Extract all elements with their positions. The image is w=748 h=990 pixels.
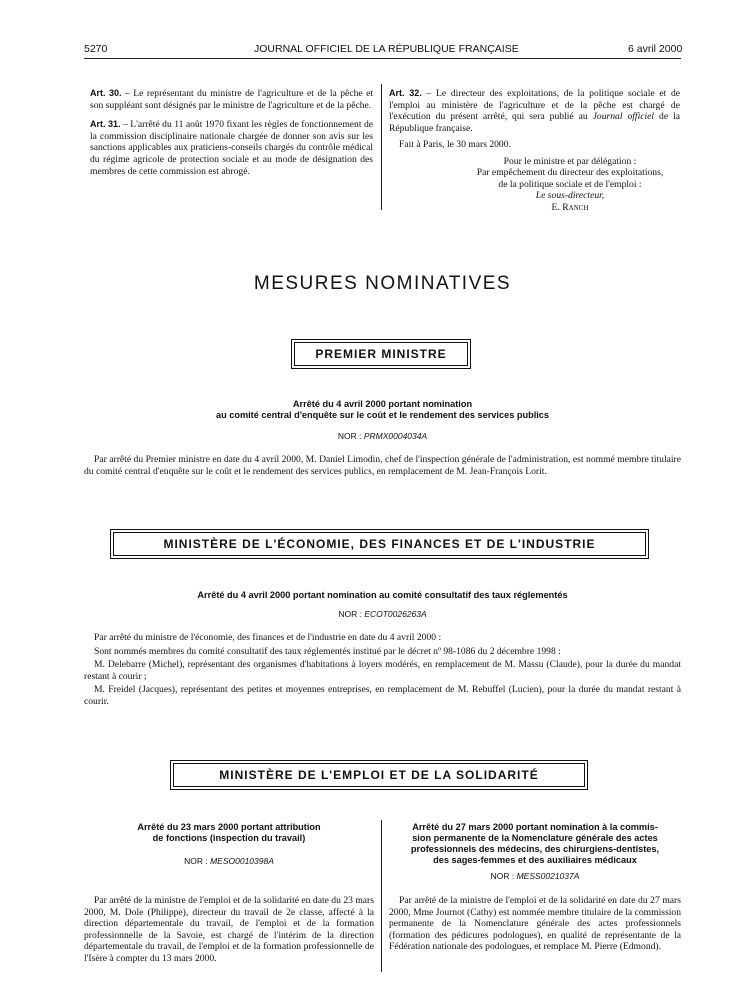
emploi-column-divider [381, 820, 382, 972]
eco-paragraphs [84, 632, 681, 710]
art31-label: Art. 31. [90, 119, 121, 130]
art31-text: – L'arrêté du 11 août 1970 fixant les règles de fonctionnement de la commission disciplinaire nationale chargée de donner son avis sur les sanctions applicables aux praticiens-conseils chargés du contrôle médical du régime agricole de protection sociale et au mode de désignation des membres de cette commission est abrogé. [90, 119, 374, 177]
eco-nor [84, 609, 681, 619]
eco-paragraph-1: Par arrêté du ministre de l'économie, des finances et de l'industrie en date du 4 avril 2000 : [94, 632, 442, 643]
emploi-left-paragraph [84, 895, 374, 967]
premier-ministre-box: PREMIER MINISTRE [294, 342, 468, 366]
pm-nor [84, 431, 681, 441]
signature-line-4: Le sous-directeur, [535, 190, 605, 202]
emploi-left-title-line-2: de fonctions (inspection du travail) [152, 833, 306, 843]
emploi-right-title-line-1: Arrêté du 27 mars 2000 portant nomination à la commis- [412, 822, 658, 832]
art30-text: – Le représentant du ministre de l'agriculture et de la pêche et son suppléant sont désignés par le ministre de l'agriculture et de la pêche. [90, 88, 374, 111]
page-number: 5270 [84, 43, 108, 55]
art30-label: Art. 30. [90, 88, 122, 98]
pm-nor-code: PRMX0004034A [363, 431, 428, 441]
eco-paragraph-3: M. Delebarre (Michel), représentant des organismes d'habitations à loyers modérés, en remplacement de M. Massu (Claude), pour la durée du mandat restant à courir ; [84, 659, 681, 682]
pm-text: Par arrêté du Premier ministre en date du 4 avril 2000, M. Daniel Limodin, chef de l'inspection générale de l'administration, est nommé membre titulaire du comité central d'enquête sur le coût et le rendement des services publics, en remplacement de M. Jean-François Lorit. [84, 454, 681, 477]
right-column-articles [389, 88, 680, 156]
journal-title: JOURNAL OFFICIEL DE LA RÉPUBLIQUE FRANÇAISE [254, 43, 519, 55]
column-divider [381, 84, 382, 210]
signature-block [460, 156, 680, 213]
emploi-left-title [84, 822, 374, 844]
emploi-right-paragraph [389, 895, 681, 955]
eco-paragraph-4: M. Freidel (Jacques), représentant des petites et moyennes entreprises, en remplacement de M. Rebuffel (Lucien), pour la durée du mandat restant à courir. [84, 684, 681, 707]
section-title: MESURES NOMINATIVES [253, 273, 512, 294]
emploi-right-title-line-2: sion permanente de la Nomenclature générale des actes [412, 833, 658, 843]
signature-name: E. Ranch [551, 201, 589, 213]
pm-title-line-1: Arrêté du 4 avril 2000 portant nomination [292, 399, 473, 409]
issue-date: 6 avril 2000 [628, 43, 683, 55]
emploi-left-nor-label: NOR : [184, 856, 211, 866]
emploi-right-text: Par arrêté de la ministre de l'emploi et de la solidarité en date du 27 mars 2000, Mme Journot (Cathy) est nommée membre titulaire de la commission permanente de la Nomenclature générale des actes professionnels (formation des pédicures podologues), en qualité de représentante de la Fédération nationale des podologues, et remplace M. Pierre (Edmond). [389, 895, 681, 953]
art32-journal-officiel: Journal officiel [592, 111, 655, 123]
signature-line-2: Par empêchement du directeur des exploitations, [476, 167, 664, 179]
signature-line-3: de la politique sociale et de l'emploi : [498, 178, 642, 190]
header-rule [84, 58, 681, 59]
emploi-right-nor-code: MESS0021037A [516, 871, 580, 881]
emploi-right-title-line-3: professionnels des médecins, des chirurgiens-dentistes, [410, 844, 660, 854]
emploi-right-title-line-4: des sages-femmes et des auxiliaires médicaux [433, 855, 637, 865]
economie-ministry-box: MINISTÈRE DE L'ÉCONOMIE, DES FINANCES ET DE L'INDUSTRIE [113, 532, 646, 556]
art32-text: – Le directeur des exploitations, de la politique sociale et de l'emploi au ministère de l'agriculture et de la pêche est chargé de l'exécution du présent arrêté, qui sera publié au [389, 88, 681, 123]
fait-a-paris: Fait à Paris, le 30 mars 2000. [399, 139, 511, 151]
emploi-left-title-line-1: Arrêté du 23 mars 2000 portant attribution [137, 822, 321, 832]
eco-arrete-title: Arrêté du 4 avril 2000 portant nomination au comité consultatif des taux réglementés [197, 590, 568, 600]
emploi-right-title [389, 822, 681, 866]
art32-text-end: de la République française. [389, 111, 680, 134]
pm-paragraph [84, 454, 681, 479]
pm-arrete-title [84, 399, 681, 421]
pm-nor-label: NOR : [337, 431, 364, 441]
emploi-left-text: Par arrêté de la ministre de l'emploi et de la solidarité en date du 23 mars 2000, M. Dole (Philippe), directeur du travail de 2e classe, affecté à la direction départementale du travail, de l'emploi et de la formation professionnelle de la Savoie, est chargé de l'intérim de la direction départementale du travail, de l'emploi et de la formation professionnelle de l'Isère à compter du 13 mars 2000. [84, 895, 374, 964]
eco-nor-label: NOR : [338, 609, 365, 619]
left-column-articles [90, 88, 373, 182]
eco-paragraph-2: Sont nommés membres du comité consultatif des taux réglementés institué par le décret nº 98-1086 du 2 décembre 1998 : [94, 645, 561, 657]
signature-line-1: Pour le ministre et par délégation : [503, 156, 637, 167]
pm-title-line-2: au comité central d'enquête sur le coût et le rendement des services publics [215, 410, 550, 420]
emploi-right-nor [389, 871, 681, 881]
emploi-left-nor [84, 856, 374, 866]
eco-nor-code: ECOT0026263A [364, 609, 427, 619]
art32-label: Art. 32. [389, 88, 422, 98]
emploi-right-nor-label: NOR : [490, 871, 517, 881]
emploi-ministry-box: MINISTÈRE DE L'EMPLOI ET DE LA SOLIDARITÉ [173, 763, 585, 787]
emploi-left-nor-code: MESO0010398A [210, 856, 274, 866]
